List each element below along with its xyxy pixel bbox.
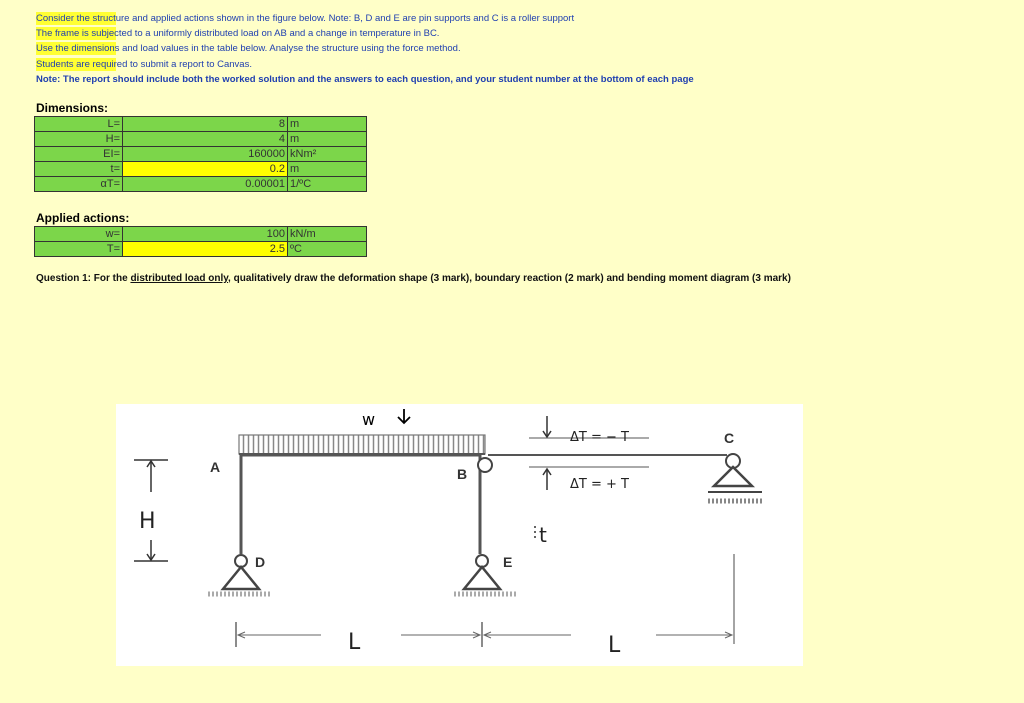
question-1: [36, 273, 791, 284]
actions-title: Applied actions:: [36, 211, 130, 225]
dimensions-title: Dimensions:: [36, 101, 109, 115]
load-label: w: [362, 410, 376, 429]
table-row: [35, 117, 367, 132]
param-label[interactable]: EI=: [35, 147, 123, 162]
node-label-b: B: [457, 466, 468, 482]
param-unit[interactable]: kN/m: [288, 227, 367, 242]
thickness-label: t: [539, 523, 547, 547]
report-note: Note: The report should include both the worked solution and the answers to each question, and your student number at the bottom of each page: [36, 73, 694, 85]
height-label: H: [139, 509, 156, 534]
instruction-line: Consider the structure and applied actions shown in the figure below. Note: B, D and E are pin supports and C is a roller support: [36, 13, 575, 24]
question-prefix: Question 1: For the: [36, 273, 131, 284]
param-value[interactable]: 8: [123, 117, 288, 132]
param-unit[interactable]: m: [288, 132, 367, 147]
param-value[interactable]: 100: [123, 227, 288, 242]
table-row: [35, 132, 367, 147]
param-value[interactable]: 2.5: [123, 242, 288, 257]
node-label-a: A: [210, 459, 221, 475]
table-row: [35, 162, 367, 177]
span-dimension: [236, 554, 734, 647]
param-value[interactable]: 0.2: [123, 162, 288, 177]
table-row: [35, 147, 367, 162]
roller-support-c-icon: [708, 454, 762, 501]
param-label[interactable]: L=: [35, 117, 123, 132]
load-arrow-icon: [398, 409, 410, 423]
param-label[interactable]: T=: [35, 242, 123, 257]
table-row: [35, 242, 367, 257]
question-emphasis: distributed load only: [130, 273, 229, 284]
param-label[interactable]: αT=: [35, 177, 123, 192]
span-label: L: [348, 630, 361, 655]
param-unit[interactable]: m: [288, 162, 367, 177]
node-label-e: E: [503, 554, 513, 570]
instruction-line: Students are required to submit a report to Canvas.: [36, 58, 252, 70]
param-label[interactable]: w=: [35, 227, 123, 242]
param-unit[interactable]: 1/ºC: [288, 177, 367, 192]
param-unit[interactable]: ºC: [288, 242, 367, 257]
frame-diagram: [116, 404, 803, 666]
question-suffix: , qualitatively draw the deformation shape (3 mark), boundary reaction (2 mark) and bending moment diagram (3 mark): [228, 273, 791, 284]
param-unit[interactable]: kNm²: [288, 147, 367, 162]
instruction-line: Use the dimensions and load values in the table below. Analyse the structure using the force method.: [36, 43, 461, 55]
temp-bottom-label: ΔT = + T: [570, 477, 629, 492]
span-label: L: [608, 633, 621, 658]
node-label-c: C: [724, 430, 735, 446]
param-label[interactable]: t=: [35, 162, 123, 177]
actions-table: [34, 226, 367, 257]
param-value[interactable]: 0.00001: [123, 177, 288, 192]
param-label[interactable]: H=: [35, 132, 123, 147]
distributed-load: [239, 435, 485, 454]
instructions: [36, 11, 694, 87]
node-label-d: D: [255, 554, 266, 570]
table-row: [35, 227, 367, 242]
param-value[interactable]: 160000: [123, 147, 288, 162]
param-unit[interactable]: m: [288, 117, 367, 132]
frame-figure: [116, 404, 803, 666]
temp-top-label: ΔT = − T: [570, 430, 629, 445]
table-row: [35, 177, 367, 192]
instruction-line: The frame is subjected to a uniformly distributed load on AB and a change in temperature in BC.: [36, 28, 440, 40]
hinge-b-icon: [478, 458, 492, 472]
param-value[interactable]: 4: [123, 132, 288, 147]
dimensions-table: [34, 116, 367, 192]
